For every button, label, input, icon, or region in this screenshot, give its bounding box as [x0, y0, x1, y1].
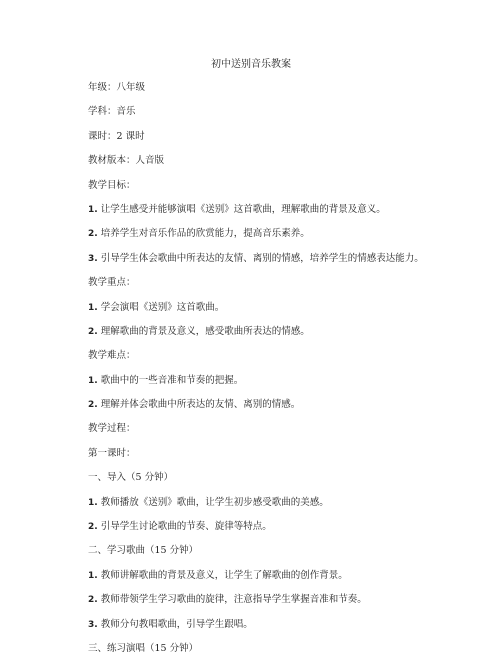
document-line — [88, 496, 488, 520]
list-number: 1. — [88, 570, 98, 581]
document-line — [88, 301, 488, 325]
line-text: 培养学生对音乐作品的欣赏能力，提高音乐素养。 — [100, 228, 310, 240]
document-line — [88, 349, 488, 373]
line-text: 学科：音乐 — [88, 106, 136, 118]
line-text: 让学生感受并能够演唱《送别》这首歌曲，理解歌曲的背景及意义。 — [100, 203, 386, 215]
line-text: 教学过程： — [88, 423, 136, 435]
document-body — [88, 81, 488, 666]
line-text: 引导学生体会歌曲中所表达的友情、离别的情感，培养学生的情感表达能力。 — [100, 252, 424, 264]
line-text: 教师分句教唱歌曲，引导学生跟唱。 — [100, 618, 253, 630]
document-line — [88, 447, 488, 471]
document-line — [88, 154, 488, 178]
line-text: 理解歌曲的背景及意义，感受歌曲所表达的情感。 — [100, 325, 310, 337]
line-text: 教材版本：人音版 — [88, 155, 165, 167]
document-line — [88, 471, 488, 495]
line-text: 二、学习歌曲（15 分钟） — [88, 545, 199, 557]
list-number: 2. — [88, 326, 98, 337]
document-line — [88, 422, 488, 446]
document-line — [88, 179, 488, 203]
document-line — [88, 593, 488, 617]
document-line — [88, 105, 488, 129]
list-number: 1. — [88, 302, 98, 313]
document-line — [88, 398, 488, 422]
list-number: 2. — [88, 595, 98, 606]
line-text: 教学目标： — [88, 179, 136, 191]
list-number: 2. — [88, 400, 98, 411]
line-text: 年级：八年级 — [88, 82, 146, 93]
line-text: 课时：2 课时 — [88, 130, 145, 142]
document-line — [88, 569, 488, 593]
line-text: 第一课时： — [88, 447, 136, 459]
document-line — [88, 325, 488, 349]
line-text: 教师带领学生学习歌曲的旋律，注意指导学生掌握音准和节奏。 — [100, 594, 367, 606]
list-number: 2. — [88, 229, 98, 240]
list-number: 2. — [88, 522, 98, 533]
line-text: 三、练习演唱（15 分钟） — [88, 642, 199, 654]
document-line — [88, 276, 488, 300]
list-number: 3. — [88, 619, 98, 630]
document-line — [88, 618, 488, 642]
line-text: 教学重点： — [88, 277, 136, 289]
line-text: 教师播放《送别》歌曲，让学生初步感受歌曲的美感。 — [100, 496, 329, 508]
line-text: 引导学生讨论歌曲的节奏、旋律等特点。 — [100, 521, 272, 533]
line-text: 教师讲解歌曲的背景及意义，让学生了解歌曲的创作背景。 — [100, 569, 348, 581]
document-line — [88, 130, 488, 154]
document-line — [88, 81, 488, 105]
list-number: 3. — [88, 253, 98, 264]
line-text: 一、导入（5 分钟） — [88, 472, 174, 484]
line-text: 理解并体会歌曲中所表达的友情、离别的情感。 — [100, 399, 301, 411]
list-number: 1. — [88, 204, 98, 215]
document-line — [88, 520, 488, 544]
document-line — [88, 544, 488, 568]
list-number: 1. — [88, 497, 98, 508]
line-text: 学会演唱《送别》这首歌曲。 — [100, 301, 225, 313]
document-line — [88, 374, 488, 398]
document-line — [88, 642, 488, 666]
line-text: 歌曲中的一些音准和节奏的把握。 — [100, 374, 244, 386]
document-line — [88, 203, 488, 227]
document-line — [88, 227, 488, 251]
document-title: 初中送别音乐教案 — [211, 59, 291, 70]
list-number: 1. — [88, 375, 98, 386]
line-text: 教学难点： — [88, 350, 136, 362]
document-line — [88, 252, 488, 276]
